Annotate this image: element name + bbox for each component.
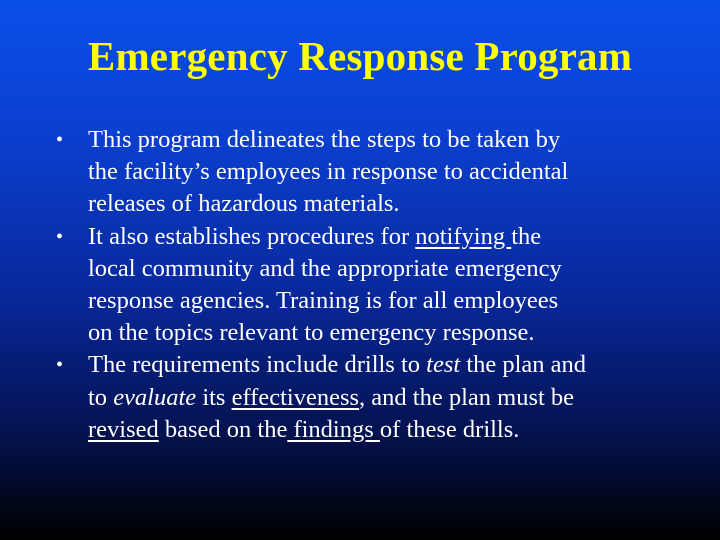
bullet-line xyxy=(88,414,656,446)
slide-title: Emergency Response Program xyxy=(87,33,633,79)
underlined-effectiveness: effectiveness xyxy=(231,383,360,411)
text-segment: It also establishes procedures for xyxy=(88,222,416,250)
text-segment: its xyxy=(196,383,232,411)
underlined-notifying: notifying xyxy=(415,222,512,250)
bullet-line xyxy=(88,349,656,381)
bullet-item xyxy=(56,349,656,446)
bullet-line xyxy=(88,382,656,414)
underlined-revised: revised xyxy=(88,415,159,443)
bullet-line: releases of hazardous materials. xyxy=(88,190,400,218)
bullet-dot-icon: • xyxy=(56,129,64,151)
text-segment: of these drills. xyxy=(379,415,520,443)
italic-test: test xyxy=(426,351,461,379)
text-segment: to xyxy=(88,383,114,411)
italic-evaluate: evaluate xyxy=(113,383,197,411)
bullet-dot-icon: • xyxy=(56,225,64,248)
bullet-line: local community and the appropriate emergency xyxy=(88,254,562,282)
bullet-list xyxy=(56,124,656,446)
bullet-item xyxy=(56,221,656,350)
bullet-line: response agencies. Training is for all employees xyxy=(88,287,559,315)
underlined-findings: findings xyxy=(287,415,380,443)
text-segment: , and the plan must be xyxy=(359,383,575,411)
text-segment: the xyxy=(511,222,542,250)
text-segment: based on the xyxy=(158,415,288,443)
bullet-line: the facility’s employees in response to accidental xyxy=(88,158,569,186)
text-segment: The requirements include drills to xyxy=(88,351,427,379)
bullet-dot-icon: • xyxy=(56,354,64,377)
bullet-line xyxy=(88,221,656,253)
bullet-line: on the topics relevant to emergency response. xyxy=(88,319,535,347)
bullet-line: This program delineates the steps to be taken by xyxy=(88,126,561,153)
text-segment: the plan and xyxy=(460,351,587,379)
bullet-item xyxy=(56,124,656,221)
